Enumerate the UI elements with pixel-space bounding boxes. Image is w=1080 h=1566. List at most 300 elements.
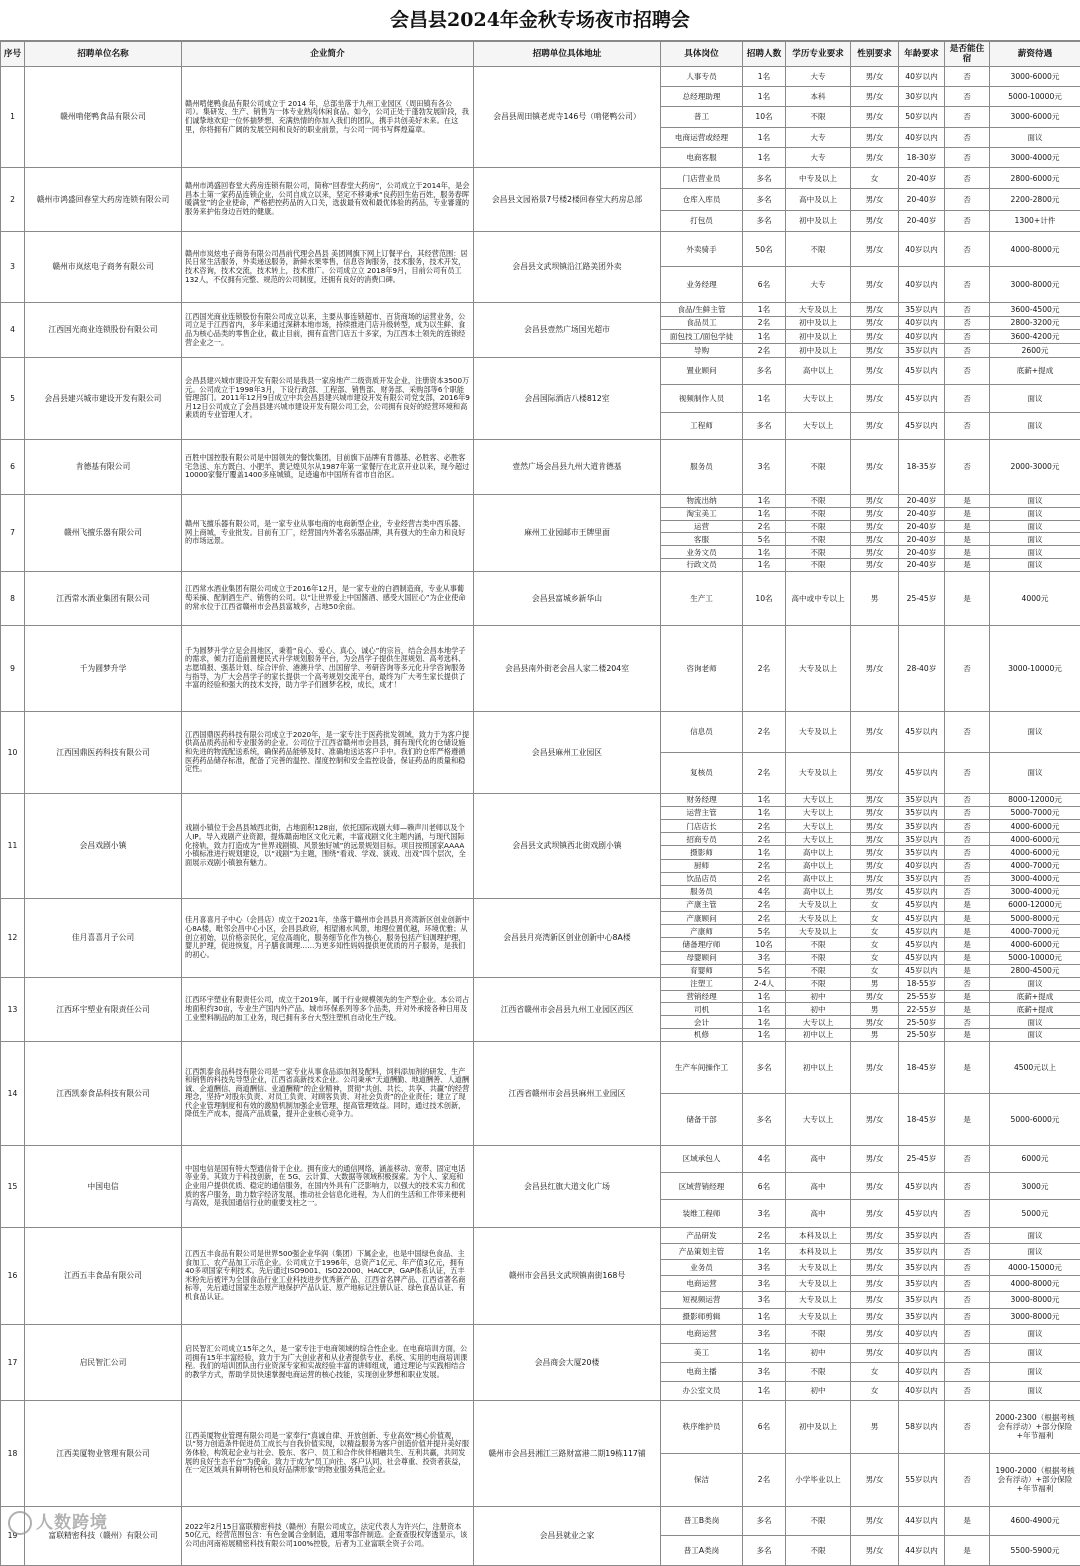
- job-position: 业务经理: [661, 267, 743, 303]
- job-salary: 面议: [990, 1362, 1080, 1381]
- job-lodging: 否: [945, 1145, 990, 1172]
- job-count: 6名: [743, 1173, 786, 1200]
- company-address: 会昌县红旗大道文化广场: [474, 1145, 661, 1227]
- job-count: 多名: [743, 1093, 786, 1145]
- job-education: 初中及以上: [786, 1400, 851, 1453]
- job-lodging: 否: [945, 107, 990, 127]
- job-lodging: 是: [945, 990, 990, 1003]
- job-lodging: 否: [945, 1381, 990, 1400]
- job-lodging: 否: [945, 189, 990, 210]
- job-gender: 女: [851, 938, 899, 951]
- company-name: 会昌戏剧小镇: [25, 793, 182, 898]
- job-salary: 3000-8000元: [990, 1292, 1080, 1308]
- job-count: 1名: [743, 127, 786, 147]
- job-gender: 男/女: [851, 210, 899, 231]
- job-age: 44岁以内: [899, 1536, 945, 1566]
- job-count: 4名: [743, 1145, 786, 1172]
- job-education: 大专及以上: [786, 1292, 851, 1308]
- job-age: 35岁以内: [899, 1308, 945, 1324]
- job-lodging: 否: [945, 1173, 990, 1200]
- job-position: 导购: [661, 344, 743, 358]
- job-lodging: 否: [945, 231, 990, 267]
- job-position: 储备理疗师: [661, 938, 743, 951]
- job-position: 打包员: [661, 210, 743, 231]
- company-name: 会昌县建兴城市建设开发有限公司: [25, 357, 182, 439]
- job-lodging: 否: [945, 1016, 990, 1029]
- job-position: 咨询老师: [661, 625, 743, 711]
- job-gender: 女: [851, 1381, 899, 1400]
- job-salary: 面议: [990, 752, 1080, 793]
- job-education: 高中: [786, 1173, 851, 1200]
- job-gender: 男: [851, 1400, 899, 1453]
- company-number: 18: [1, 1400, 25, 1506]
- job-education: 不限: [786, 439, 851, 494]
- job-position: 注塑工: [661, 977, 743, 990]
- job-lodging: 否: [945, 846, 990, 859]
- job-age: 45岁以内: [899, 752, 945, 793]
- job-position: 运营: [661, 520, 743, 533]
- job-position: 产品研发: [661, 1227, 743, 1243]
- company-address: 会昌县周田镇老虎寺146号（啃佬鸭公司）: [474, 67, 661, 168]
- job-education: 大专及以上: [786, 625, 851, 711]
- job-age: 35岁以内: [899, 1292, 945, 1308]
- job-age: 25-50岁: [899, 1029, 945, 1042]
- job-age: 20-40岁: [899, 189, 945, 210]
- company-address: 会昌县文武坝镇沿江路美团外卖: [474, 231, 661, 302]
- job-salary: 3600-4500元: [990, 302, 1080, 316]
- job-count: 2名: [743, 1227, 786, 1243]
- company-name: 赣州飞擅乐器有限公司: [25, 494, 182, 571]
- job-education: 不限: [786, 533, 851, 546]
- job-education: 高中以上: [786, 859, 851, 872]
- job-count: 1名: [743, 807, 786, 820]
- company-address: 赣州市会昌县湘江三路财富港二期19栋117铺: [474, 1400, 661, 1506]
- company-intro: 赣州啃佬鸭食品有限公司成立于 2014 年，总部坐落于九州工业园区（周田镇有各公司）。集研发、生产、销售为一体专业熟肉休闲食品。如今，公司正处于蓬勃发展阶段，我们诚挚地欢迎一位怀揣梦想、充满热情的你加入我们的团队，携手共创美好未来。在这里，你将拥有广阔的发展空间和良好的职业前景，与公司一同书写辉煌篇章。: [182, 67, 474, 168]
- job-salary: 2800-3200元: [990, 316, 1080, 330]
- job-row: [1, 439, 1080, 494]
- job-age: 25-55岁: [899, 990, 945, 1003]
- job-age: 20-40岁: [899, 507, 945, 520]
- company-address: 会昌县文武坝镇西北街戏剧小镇: [474, 793, 661, 898]
- job-gender: 女: [851, 167, 899, 188]
- job-position: 服务员: [661, 885, 743, 898]
- job-gender: 男/女: [851, 546, 899, 559]
- job-lodging: 是: [945, 494, 990, 507]
- job-age: 45岁以内: [899, 711, 945, 752]
- company-intro: 江西五丰食品有限公司是世界500强企业华润（集团）下属企业，也是中国绿色食品、主食加工、农产品加工示范企业。公司成立于1996年，总资产1亿元、年产值3亿元，拥有40多项国家专利技术。先后通过ISO9001、ISO22000、HACCP、GAP体系认证，五丰米粉先后被评为全国食品行业工业科技进步优秀新产品、江西省名牌产品、江西省著名商标等，先后通过国家生态原产地保护产品认证、原产地标记注册认证、绿色食品认证、有机食品认证。: [182, 1227, 474, 1324]
- job-salary: 4000-15000元: [990, 1260, 1080, 1276]
- job-gender: 男/女: [851, 87, 899, 107]
- job-lodging: 否: [945, 330, 990, 344]
- job-lodging: 否: [945, 977, 990, 990]
- header-company: 招聘单位名称: [25, 42, 182, 67]
- job-count: 2名: [743, 833, 786, 846]
- job-age: 35岁以内: [899, 872, 945, 885]
- job-count: 1名: [743, 494, 786, 507]
- job-gender: 男/女: [851, 385, 899, 412]
- job-salary: 3000-6000元: [990, 67, 1080, 87]
- job-count: 5名: [743, 964, 786, 977]
- company-intro: 中国电信是国有特大型通信骨干企业。拥有庞大的通信网络，涵盖移动、宽带、固定电话等业务。其致力于科技创新，在 5G、云计算、大数据等领域积极探索。为个人、家庭和企业用户提供优质、稳定的通信服务，在国内外具有广泛影响力，以强大的技术实力和优质的客户服务，助力数字经济发展，推动社会信息化进程，为人们的生活和工作带来便利与高效，是我国通信行业的重要支柱之一。: [182, 1145, 474, 1227]
- job-age: 20-40岁: [899, 520, 945, 533]
- job-education: 高中: [786, 1200, 851, 1227]
- company-intro: 江西常水酒业集团有限公司成立于2016年12月，是一家专业的白酒制造商，专业从事葡萄采摘、配制酒生产、销售的公司。以“让世界爱上中国酱酒、感受大国匠心”为企业使命的常水位于江西省赣州市会昌县富城乡，占地50余亩。: [182, 571, 474, 625]
- job-age: 35岁以内: [899, 1260, 945, 1276]
- job-count: 1名: [743, 385, 786, 412]
- job-position: 营销经理: [661, 990, 743, 1003]
- job-education: 大专及以上: [786, 711, 851, 752]
- table-header-row: [1, 42, 1080, 67]
- job-lodging: 是: [945, 1029, 990, 1042]
- job-age: 44岁以内: [899, 1506, 945, 1536]
- job-salary: 面议: [990, 1029, 1080, 1042]
- company-intro: 赣州市鸿盛回春堂大药房连锁有限公司，简称“回春堂大药房”，公司成立于2014年，是会昌本土第一家药品连锁企业，公司自成立以来，坚定不移秉承“良药回生佑百姓，服务春晖暖满堂”的企业使命，严格把控药品的入口关，选拔最有效和最优体验的药品，专业審谨的服务来护佑身边百姓的健康。: [182, 167, 474, 231]
- job-position: 总经理助理: [661, 87, 743, 107]
- job-age: 35岁以内: [899, 1227, 945, 1243]
- job-gender: 男: [851, 1029, 899, 1042]
- job-age: 30岁以内: [899, 87, 945, 107]
- job-row: [1, 1041, 1080, 1093]
- job-lodging: 否: [945, 1200, 990, 1227]
- job-row: [1, 625, 1080, 711]
- job-education: 大专以上: [786, 412, 851, 439]
- job-gender: 男/女: [851, 990, 899, 1003]
- job-age: 45岁以内: [899, 898, 945, 911]
- job-age: 20-40岁: [899, 210, 945, 231]
- company-intro: 江西环宇塑业有限责任公司，成立于2019年，属于行业规模领先的生产型企业。本公司占地面积约30亩，专业生产国内外产品、城市环保系列等多个品类，并对外承接各种日用及工业塑料制品的加工业务，现已拥有多台大型注塑机自动化生产线。: [182, 977, 474, 1041]
- job-position: 美工: [661, 1343, 743, 1362]
- job-salary: 5000-10000元: [990, 87, 1080, 107]
- job-age: 40岁以内: [899, 859, 945, 872]
- job-count: 2名: [743, 344, 786, 358]
- company-number: 5: [1, 357, 25, 439]
- company-name: 赣州市岚炫电子商务有限公司: [25, 231, 182, 302]
- job-gender: 男/女: [851, 1292, 899, 1308]
- job-gender: 男/女: [851, 1041, 899, 1093]
- job-education: 初中以上: [786, 1041, 851, 1093]
- job-position: 生产工: [661, 571, 743, 625]
- company-number: 9: [1, 625, 25, 711]
- job-lodging: 是: [945, 1506, 990, 1536]
- job-education: 高中以上: [786, 885, 851, 898]
- company-number: 3: [1, 231, 25, 302]
- job-education: 高中及以上: [786, 189, 851, 210]
- job-salary: 6000-12000元: [990, 898, 1080, 911]
- job-education: 大专以上: [786, 1093, 851, 1145]
- job-lodging: 否: [945, 1276, 990, 1292]
- job-salary: 4000-7000元: [990, 925, 1080, 938]
- job-gender: 男/女: [851, 231, 899, 267]
- company-intro: 佳月喜喜月子中心（会昌店）成立于2021年，坐落于赣州市会昌县月亮湾新区创业创新中心8A楼，毗邻会昌中心小区，会昌县政府，相望湘水风景，地理位置优越，环境优雅；从创立初始，以价格亲民化，定位高端化，服务细节化作为核心，服务包括产妇调理护理，婴儿护理，促进恢复，月子膳食调理……为更多知性妈妈提供更优质的月子服务，是我们的初心。: [182, 898, 474, 977]
- job-education: 大专及以上: [786, 1308, 851, 1324]
- job-lodging: 是: [945, 546, 990, 559]
- job-position: 产康师: [661, 925, 743, 938]
- job-gender: 男/女: [851, 885, 899, 898]
- job-education: 大专以上: [786, 385, 851, 412]
- job-gender: 男/女: [851, 752, 899, 793]
- company-intro: 千为圆梦升学立足会昌地区，秉着“良心、爱心、真心、诚心”的宗旨，结合会昌本地学子的需求，倾力打造前置便民式升学规划服务平台，为会昌学子提供生涯规划、高考选科、志愿填报、强基计划、综合评价、港澳升学、出国留学、考研咨询等多元化升学咨询服务与指导，为广大会昌学子的家长提供一个高考规划交流平台，最终为广大考生家长提供了丰富的经验和强大的技术支持，助力学子们圆梦名校，成长，成才！: [182, 625, 474, 711]
- job-education: 大专及以上: [786, 1260, 851, 1276]
- job-position: 置业顾问: [661, 357, 743, 384]
- job-count: 多名: [743, 189, 786, 210]
- job-count: 2名: [743, 520, 786, 533]
- job-salary: 4000-6000元: [990, 846, 1080, 859]
- job-gender: 男/女: [851, 439, 899, 494]
- company-intro: 江西美厦物业管理有限公司是一家奉行“真诚自律、开放创新、专业高效”核心价值观，以“努力创造条件促进员工成长与自我价值实现，以精益服务为客户创造价值并提升美好服务体验，构筑起企业与社会、股东、客户、员工和合作伙伴相融共生、互利共赢，共同发展的良好生态平台”为使命，致力于成为“员工向往、客户认同、社会尊重、投资者获益，在一定区域具有鲜明特色和良好品牌形象”的物业服务典范企业。: [182, 1400, 474, 1506]
- job-age: 20-40岁: [899, 167, 945, 188]
- job-age: 45岁以内: [899, 964, 945, 977]
- company-name: 肯德基有限公司: [25, 439, 182, 494]
- job-position: 门店店长: [661, 820, 743, 833]
- job-count: 1名: [743, 302, 786, 316]
- job-gender: 男/女: [851, 533, 899, 546]
- job-position: 保洁: [661, 1453, 743, 1506]
- job-gender: 男/女: [851, 189, 899, 210]
- job-lodging: 是: [945, 559, 990, 572]
- job-count: 多名: [743, 1041, 786, 1093]
- job-education: 初中及以上: [786, 316, 851, 330]
- job-age: 25-50岁: [899, 1016, 945, 1029]
- job-lodging: 否: [945, 1400, 990, 1453]
- job-position: 门店营业员: [661, 167, 743, 188]
- job-count: 多名: [743, 412, 786, 439]
- job-position: 摄影师: [661, 846, 743, 859]
- job-count: 3名: [743, 1200, 786, 1227]
- job-lodging: 否: [945, 1362, 990, 1381]
- job-position: 区域营销经理: [661, 1173, 743, 1200]
- job-education: 不限: [786, 977, 851, 990]
- job-position: 信息员: [661, 711, 743, 752]
- job-position: 视频制作人员: [661, 385, 743, 412]
- job-education: 初中: [786, 1343, 851, 1362]
- job-position: 食品/生鲜主管: [661, 302, 743, 316]
- job-position: 普工A类岗: [661, 1536, 743, 1566]
- job-lodging: 否: [945, 385, 990, 412]
- job-count: 10名: [743, 107, 786, 127]
- header-lodging: 是否能住宿: [945, 42, 990, 67]
- company-address: 赣州市会昌县文武坝镇南街168号: [474, 1227, 661, 1324]
- job-gender: 男/女: [851, 793, 899, 806]
- company-number: 6: [1, 439, 25, 494]
- job-age: 20-40岁: [899, 546, 945, 559]
- company-number: 12: [1, 898, 25, 977]
- job-salary: 2000-3000元: [990, 439, 1080, 494]
- job-gender: 男: [851, 571, 899, 625]
- job-salary: 5500-5900元: [990, 1536, 1080, 1566]
- job-position: 母婴顾问: [661, 951, 743, 964]
- header-count: 招聘人数: [743, 42, 786, 67]
- job-position: 产品策划主管: [661, 1243, 743, 1259]
- header-age: 年龄要求: [899, 42, 945, 67]
- job-gender: 男/女: [851, 1506, 899, 1536]
- job-lodging: 否: [945, 127, 990, 147]
- job-education: 高中或中专以上: [786, 571, 851, 625]
- watermark: [8, 1508, 108, 1535]
- job-count: 6名: [743, 267, 786, 303]
- job-count: 10名: [743, 571, 786, 625]
- company-address: 会昌国际酒店八楼812室: [474, 357, 661, 439]
- job-salary: 5000-10000元: [990, 951, 1080, 964]
- company-number: 4: [1, 302, 25, 357]
- job-count: 2名: [743, 625, 786, 711]
- job-salary: 2000-2300（根据考核会有浮动）+部分保险+年节福利: [990, 1400, 1080, 1453]
- job-gender: 男/女: [851, 330, 899, 344]
- job-education: 中专及以上: [786, 167, 851, 188]
- job-position: 机修: [661, 1029, 743, 1042]
- job-lodging: 是: [945, 533, 990, 546]
- company-name: 江西美厦物业管理有限公司: [25, 1400, 182, 1506]
- job-lodging: 否: [945, 711, 990, 752]
- job-row: [1, 977, 1080, 990]
- job-education: 大专及以上: [786, 752, 851, 793]
- company-number: 1: [1, 67, 25, 168]
- job-age: 18-35岁: [899, 439, 945, 494]
- job-education: 大专以上: [786, 793, 851, 806]
- job-age: 35岁以内: [899, 1243, 945, 1259]
- job-gender: 男/女: [851, 1243, 899, 1259]
- job-age: 45岁以内: [899, 885, 945, 898]
- job-gender: 男/女: [851, 1145, 899, 1172]
- job-lodging: 否: [945, 1243, 990, 1259]
- job-position: 业务文员: [661, 546, 743, 559]
- job-education: 高中以上: [786, 846, 851, 859]
- job-lodging: 否: [945, 859, 990, 872]
- job-salary: 5000-8000元: [990, 912, 1080, 925]
- job-lodging: 是: [945, 1003, 990, 1016]
- job-age: 35岁以内: [899, 793, 945, 806]
- job-row: [1, 1227, 1080, 1243]
- job-education: 大专及以上: [786, 302, 851, 316]
- company-address: 江西省赣州市会昌县九州工业园区西区: [474, 977, 661, 1041]
- job-count: 1名: [743, 330, 786, 344]
- company-number: 11: [1, 793, 25, 898]
- job-lodging: 否: [945, 1343, 990, 1362]
- job-age: 20-40岁: [899, 494, 945, 507]
- job-salary: 4000-6000元: [990, 833, 1080, 846]
- job-count: 2名: [743, 711, 786, 752]
- job-salary: 底薪+提成: [990, 1003, 1080, 1016]
- job-age: 45岁以内: [899, 1200, 945, 1227]
- company-address: 会昌县富城乡新华山: [474, 571, 661, 625]
- job-count: 3名: [743, 1324, 786, 1343]
- job-age: 22-55岁: [899, 1003, 945, 1016]
- job-gender: 男/女: [851, 820, 899, 833]
- job-count: 1名: [743, 1243, 786, 1259]
- company-address: 会昌县文园裕景7号楼2楼回春堂大药房总部: [474, 167, 661, 231]
- company-number: 17: [1, 1324, 25, 1400]
- job-salary: 6000元: [990, 1145, 1080, 1172]
- job-education: 不限: [786, 1536, 851, 1566]
- job-count: 2名: [743, 316, 786, 330]
- job-lodging: 否: [945, 885, 990, 898]
- job-salary: 5000-7000元: [990, 807, 1080, 820]
- job-education: 不限: [786, 1362, 851, 1381]
- job-position: 产康主管: [661, 898, 743, 911]
- company-intro: 江西国光商业连锁股份有限公司成立以来，主要从事连锁超市、百货商场的运营业务，公司立足于江西省内，多年来通过深耕本地市场，持续推进门店升级转型，成为以生鲜、食品为核心品类的零售企业，截止目前，拥有直营门店五十多家，为江西本土领先的连锁经营企业之一。: [182, 302, 474, 357]
- job-count: 3名: [743, 951, 786, 964]
- job-salary: 面议: [990, 1016, 1080, 1029]
- job-gender: 男/女: [851, 872, 899, 885]
- job-row: [1, 898, 1080, 911]
- job-education: 大专及以上: [786, 912, 851, 925]
- job-education: 不限: [786, 951, 851, 964]
- job-education: 大专以上: [786, 833, 851, 846]
- job-position: 运营主管: [661, 807, 743, 820]
- job-age: 40岁以内: [899, 316, 945, 330]
- job-lodging: 是: [945, 1536, 990, 1566]
- company-intro: 赣州飞擅乐器有限公司，是一家专业从事电商的电商新型企业，专业经营吉类中西乐器、网上商城，专业批发。目前有工厂，经营国内外著名乐器品牌，具有强大的生命力和良好的市场远景。: [182, 494, 474, 571]
- job-gender: 男: [851, 977, 899, 990]
- job-salary: 4000元: [990, 571, 1080, 625]
- job-education: 不限: [786, 964, 851, 977]
- job-education: 高中: [786, 1145, 851, 1172]
- job-lodging: 否: [945, 793, 990, 806]
- job-lodging: 否: [945, 1260, 990, 1276]
- job-lodging: 否: [945, 439, 990, 494]
- job-education: 初中及以上: [786, 344, 851, 358]
- company-number: 15: [1, 1145, 25, 1227]
- job-row: [1, 67, 1080, 87]
- job-lodging: 是: [945, 912, 990, 925]
- job-salary: 3000-4000元: [990, 872, 1080, 885]
- job-lodging: 否: [945, 316, 990, 330]
- job-gender: 男/女: [851, 147, 899, 167]
- job-lodging: 否: [945, 344, 990, 358]
- job-age: 45岁以内: [899, 357, 945, 384]
- company-intro: 启民智汇公司成立15年之久，是一家专注于电商领域的综合性企业。在电商培训方面，公司拥有15年丰富经验，致力于为广大创业者和从业者提供专业、系统、实用的电商培训课程。我们的培训团队由行业资深专家和实战经验丰富的讲师组成，通过理论与实践相结合的教学方式，帮助学员快速掌握电商运营的核心技能，实现创业梦想和职业发展。: [182, 1324, 474, 1400]
- job-count: 2名: [743, 912, 786, 925]
- job-count: 1名: [743, 1308, 786, 1324]
- company-address: 会昌县麻州工业园区: [474, 711, 661, 793]
- job-education: 初中及以上: [786, 210, 851, 231]
- company-number: 13: [1, 977, 25, 1041]
- job-gender: 男/女: [851, 302, 899, 316]
- job-salary: 面议: [990, 1243, 1080, 1259]
- job-education: 大专: [786, 267, 851, 303]
- job-age: 35岁以内: [899, 302, 945, 316]
- job-lodging: 是: [945, 898, 990, 911]
- job-gender: 男/女: [851, 357, 899, 384]
- job-education: 小学毕业以上: [786, 1453, 851, 1506]
- job-age: 40岁以内: [899, 330, 945, 344]
- job-gender: 男/女: [851, 1260, 899, 1276]
- job-gender: 女: [851, 1362, 899, 1381]
- job-position: 客服: [661, 533, 743, 546]
- job-salary: 5000元: [990, 1200, 1080, 1227]
- job-count: 2名: [743, 859, 786, 872]
- job-lodging: 否: [945, 820, 990, 833]
- job-position: 普工: [661, 107, 743, 127]
- job-count: 1名: [743, 793, 786, 806]
- job-count: 2名: [743, 820, 786, 833]
- job-row: [1, 571, 1080, 625]
- job-count: 1名: [743, 507, 786, 520]
- job-lodging: 否: [945, 1324, 990, 1343]
- job-salary: 3600-4200元: [990, 330, 1080, 344]
- job-position: 电商运营: [661, 1276, 743, 1292]
- job-gender: 男/女: [851, 559, 899, 572]
- company-address: 会昌县壹然广场国光超市: [474, 302, 661, 357]
- job-age: 40岁以内: [899, 1381, 945, 1400]
- job-age: 35岁以内: [899, 846, 945, 859]
- company-number: 2: [1, 167, 25, 231]
- job-row: [1, 357, 1080, 384]
- job-position: 招商专员: [661, 833, 743, 846]
- job-position: 摄影师剪辑: [661, 1308, 743, 1324]
- job-age: 45岁以内: [899, 925, 945, 938]
- job-education: 不限: [786, 1324, 851, 1343]
- job-count: 1名: [743, 846, 786, 859]
